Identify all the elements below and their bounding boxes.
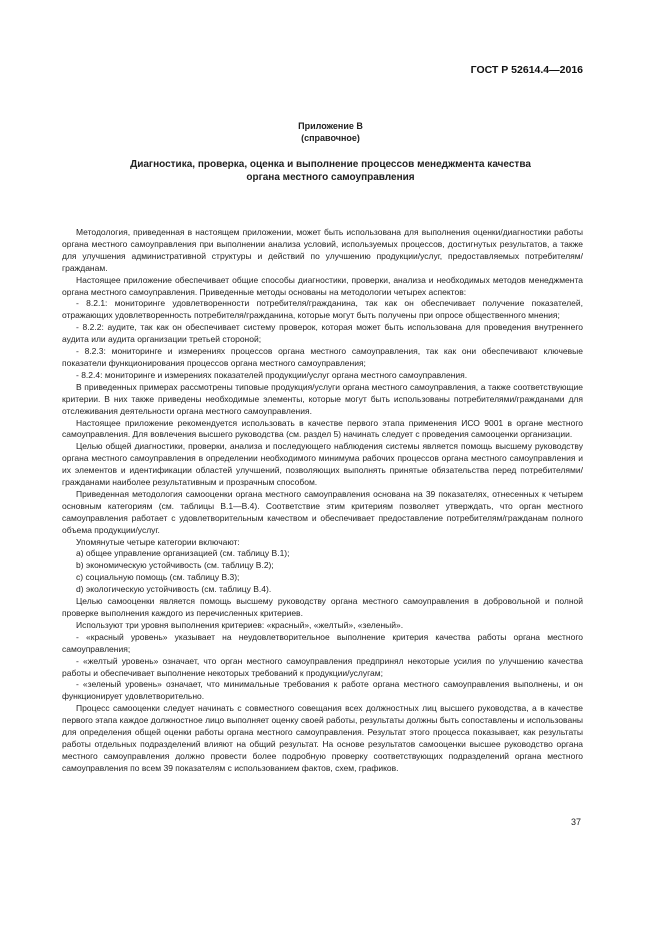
appendix-subtitle: (справочное) bbox=[301, 133, 360, 143]
list-item: - 8.2.1: мониторинге удовлетворенности потребителя/гражданина, так как он обеспечивает получение показателей, отражающих удовлетворенность потребителя/гражданина, которые могут быть получены при опросе общественного мнения; bbox=[62, 298, 583, 321]
paragraph: Упомянутые четыре категории включают: bbox=[76, 536, 240, 547]
paragraph: Целью самооценки является помощь высшему руководству органа местного самоуправления в добровольной и полной проверке выполнения каждого из перечисленных критериев. bbox=[62, 596, 583, 618]
paragraph: Процесс самооценки следует начинать с совместного совещания всех должностных лиц высшего руководства, а в качестве первого этапа каждое должностное лицо выполняет оценку своей работы, результаты должны быть сопоставлены и использованы для определения общей оценки работы органа местного самоуправления. Результат этого процесса показывает, как результаты работы отдельных подразделений влияют на общий результат. На основе результатов самооценки высшее руководство органа местного самоуправления должно провести более подробную проверку соответствующих подразделений органа местного самоуправления по всем 39 показателям с использованием фактов, схем, графиков. bbox=[62, 703, 583, 773]
document-title-line-1: Диагностика, проверка, оценка и выполнение процессов менеджмента качества bbox=[130, 159, 531, 170]
paragraph: Используют три уровня выполнения критериев: «красный», «желтый», «зеленый». bbox=[76, 619, 404, 630]
list-item: c) социальную помощь (см. таблицу В.3); bbox=[76, 572, 240, 583]
document-title-line-2: органа местного самоуправления bbox=[246, 172, 415, 183]
paragraph: Методология, приведенная в настоящем приложении, может быть использована для выполнения оценки/диагностики работы органа местного самоуправления при выполнении анализа условий, используемых процессов, достигнутых результатов, а также для улучшения административной структуры и действий по улучшению продукции/услуг, предоставляемых потребителям/гражданам. bbox=[62, 227, 583, 273]
paragraph: Настоящее приложение обеспечивает общие способы диагностики, проверки, анализа и необходимых методов менеджмента органа местного самоуправления. Приведенные методы основаны на методологии четырех аспектов: bbox=[62, 274, 583, 297]
paragraph: Приведенная методология самооценки органа местного самоуправления основана на 39 показателях, отнесенных к четырем основным категориям (см. таблицы В.1—В.4). Соответствие этим критериям позволяет утверждать, что орган местного самоуправления работает с удовлетворительным качеством и обеспечивает предоставление потребителям/гражданам полного объема продукции/услуг. bbox=[62, 488, 583, 535]
list-item: a) общее управление организацией (см. таблицу В.1); bbox=[76, 548, 290, 559]
appendix-heading bbox=[0, 120, 661, 144]
list-item: - 8.2.3: мониторинге и измерениях процессов органа местного самоуправления, так как они обеспечивают ключевые показатели функционирования процессов органа местного самоуправления; bbox=[62, 346, 583, 368]
list-item: b) экономическую устойчивость (см. таблицу В.2); bbox=[76, 560, 274, 571]
document-title bbox=[60, 158, 601, 184]
standard-header: ГОСТ Р 52614.4—2016 bbox=[470, 64, 583, 76]
page-number: 37 bbox=[570, 817, 581, 827]
paragraph: Настоящее приложение рекомендуется использовать в качестве первого этапа применения ИСО 9001 в органе местного самоуправления. Для вовлечения высшего руководства (см. раздел 5) начинать следует с проведения самооценки организации. bbox=[62, 417, 583, 440]
appendix-title: Приложение В bbox=[298, 121, 363, 131]
list-item: - «красный уровень» указывает на неудовлетворительное выполнение критерия качества работы органа местного самоуправления; bbox=[62, 631, 583, 654]
list-item: - 8.2.2: аудите, так как он обеспечивает систему проверок, которая может быть использована для проведения внутреннего аудита или аудита организации третьей стороной; bbox=[62, 322, 583, 345]
list-item: - «желтый уровень» означает, что орган местного самоуправления предпринял некоторые усилия по улучшению качества работы и обеспечивает выполнение некоторых требований к продукции/услугам; bbox=[62, 655, 583, 678]
list-item: - «зеленый уровень» означает, что минимальные требования к работе органа местного самоуправления выполнены, и он функционирует удовлетворительно. bbox=[62, 679, 583, 702]
body-text bbox=[62, 227, 583, 775]
list-item: - 8.2.4: мониторинге и измерениях показателей продукции/услуг органа местного самоуправления. bbox=[76, 369, 468, 380]
paragraph: В приведенных примерах рассмотрены типовые продукция/услуги органа местного самоуправления, а также соответствующие критерии. В них также приведены необходимые элементы, которые могут быть использованы потребителями/гражданами для отслеживания деятельности органа местного самоуправления. bbox=[62, 381, 583, 416]
paragraph: Целью общей диагностики, проверки, анализа и последующего наблюдения системы является помощь высшему руководству органа местного самоуправления в определении необходимого минимума рабочих процессов органа местного самоуправления и их элементов и идентификации областей улучшений, позволяющих выполнять принятые обязательства перед потребителями/гражданами наиболее результативным и прозрачным способом. bbox=[62, 441, 583, 488]
list-item: d) экологическую устойчивость (см. таблицу В.4). bbox=[76, 584, 272, 595]
